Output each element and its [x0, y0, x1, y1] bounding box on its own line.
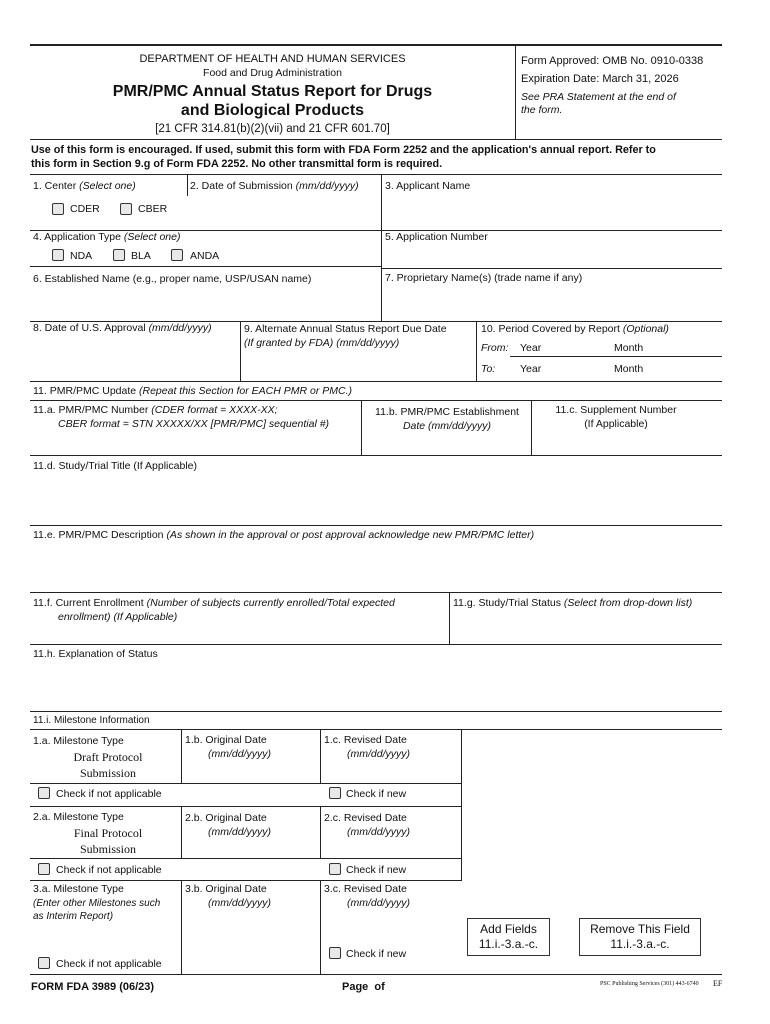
period-from-rule	[510, 356, 722, 357]
milestone1-type-value-line1[interactable]: Draft Protocol	[73, 750, 143, 764]
milestone1-rule	[30, 783, 461, 784]
supplement-number-label: 11.c. Supplement Number	[555, 404, 677, 416]
pmr-description-input[interactable]	[32, 544, 720, 590]
pmr-description-label: 11.e. PMR/PMC Description (As shown in the approval or post approval acknowledge new PMR/PMC letter)	[33, 529, 535, 541]
add-fields-button-line2: 11.i.-3.a.-c.	[478, 937, 539, 951]
nda-checkbox[interactable]	[52, 249, 64, 261]
alternate-due-date-hint: (If granted by FDA) (mm/dd/yyyy)	[244, 337, 400, 349]
milestone1-new-label: Check if new	[346, 788, 407, 800]
milestone3-type-hint-line2: as Interim Report)	[33, 911, 114, 922]
milestone1-revised-date-hint: (mm/dd/yyyy)	[347, 748, 410, 760]
proprietary-name-input[interactable]	[383, 286, 722, 319]
milestone2-new-checkbox[interactable]	[329, 863, 341, 875]
cber-label: CBER	[138, 203, 168, 215]
establishment-date-hint: Date (mm/dd/yyyy)	[402, 420, 492, 432]
milestone-info-label: 11.i. Milestone Information	[33, 715, 150, 726]
alternate-due-date-label: 9. Alternate Annual Status Report Due Date	[244, 323, 447, 335]
instructions-line2: this form in Section 9.g of Form FDA 2252. No other transmittal form is required.	[31, 158, 443, 170]
milestone3-col-divider-a	[181, 880, 182, 974]
milestone1-type-value-line2[interactable]: Submission	[79, 766, 136, 780]
milestone1-bottom-rule	[30, 806, 461, 807]
milestone3-revised-date-hint: (mm/dd/yyyy)	[347, 897, 410, 909]
pra-statement-line2: the form.	[521, 104, 563, 116]
milestone1-not-applicable-label: Check if not applicable	[56, 788, 162, 800]
cder-label: CDER	[70, 203, 100, 215]
instructions-line1: Use of this form is encouraged. If used, submit this form with FDA Form 2252 and the application's annual report. Refer to	[31, 144, 656, 156]
period-to-month-label: Month	[614, 363, 644, 375]
cber-checkbox[interactable]	[120, 203, 132, 215]
milestone1-new-checkbox[interactable]	[329, 787, 341, 799]
pra-statement-line1: See PRA Statement at the end of	[521, 91, 676, 103]
proprietary-name-label: 7. Proprietary Name(s) (trade name if any)	[385, 272, 583, 284]
section11-abc-bottom-rule	[30, 455, 722, 456]
milestone2-original-date-label: 2.b. Original Date	[185, 812, 267, 824]
enrollment-divider	[449, 592, 450, 644]
milestone2-col-divider-b	[320, 806, 321, 858]
submission-date-input[interactable]	[188, 194, 380, 224]
study-status-dropdown[interactable]	[451, 612, 721, 642]
section11-divider-a	[361, 400, 362, 455]
pmr-update-label: 11. PMR/PMC Update (Repeat this Section for EACH PMR or PMC.)	[33, 385, 352, 397]
status-explanation-label: 11.h. Explanation of Status	[33, 648, 158, 660]
application-number-input[interactable]	[383, 245, 722, 267]
remove-field-button[interactable]	[579, 918, 701, 956]
milestone1-original-date-label: 1.b. Original Date	[185, 734, 267, 746]
milestone3-revised-date-label: 3.c. Revised Date	[324, 883, 407, 895]
milestone2-new-label: Check if new	[346, 864, 407, 876]
top-rule	[30, 44, 722, 46]
footer-rule	[30, 974, 722, 975]
description-bottom-rule	[30, 592, 722, 593]
center-label: 1. Center (Select one)	[33, 180, 136, 192]
remove-field-button-line2: 11.i.-3.a.-c.	[610, 937, 670, 951]
form-number: FORM FDA 3989 (06/23)	[31, 981, 155, 993]
form-title-line1: PMR/PMC Annual Status Report for Drugs	[112, 83, 433, 100]
milestone-col-divider-b	[320, 729, 321, 783]
milestone2-not-applicable-label: Check if not applicable	[56, 864, 162, 876]
supplement-number-hint: (If Applicable)	[584, 418, 648, 430]
milestone-col-divider-c	[461, 729, 462, 881]
department-name: DEPARTMENT OF HEALTH AND HUMAN SERVICES	[139, 53, 406, 65]
milestone3-original-date-hint: (mm/dd/yyyy)	[208, 897, 271, 909]
milestone3-type-hint-line1: (Enter other Milestones such	[33, 898, 161, 909]
pmr-number-label: 11.a. PMR/PMC Number (CDER format = XXXX-XX;	[33, 404, 278, 416]
submission-date-label: 2. Date of Submission (mm/dd/yyyy)	[190, 180, 359, 192]
period-from-label: From:	[481, 342, 509, 354]
milestone2-type-value-line1[interactable]: Final Protocol	[73, 826, 143, 840]
milestone3-new-label: Check if new	[346, 948, 407, 960]
anda-checkbox[interactable]	[171, 249, 183, 261]
alternate-due-date-input[interactable]	[242, 352, 474, 378]
explanation-bottom-rule	[30, 711, 722, 712]
milestone3-new-checkbox[interactable]	[329, 947, 341, 959]
remove-field-button-line1: Remove This Field	[590, 922, 690, 936]
form-title-line2: and Biological Products	[180, 102, 365, 119]
nda-label: NDA	[70, 250, 93, 262]
milestone1-revised-date-label: 1.c. Revised Date	[324, 734, 407, 746]
establishment-date-label: 11.b. PMR/PMC Establishment	[375, 406, 519, 418]
pmr-number-hint: CBER format = STN XXXXX/XX [PMR/PMC] sequential #)	[58, 418, 330, 430]
page-counter: Page of	[342, 981, 385, 993]
milestone2-revised-date-hint: (mm/dd/yyyy)	[347, 826, 410, 838]
application-number-label: 5. Application Number	[385, 231, 488, 243]
milestone3-not-applicable-checkbox[interactable]	[38, 957, 50, 969]
milestone2-rule	[30, 858, 461, 859]
row5-right-rule	[381, 268, 722, 269]
bla-checkbox[interactable]	[113, 249, 125, 261]
period-to-year-label: Year	[520, 363, 542, 375]
section11-header-rule	[30, 400, 722, 401]
anda-label: ANDA	[190, 250, 220, 262]
milestone2-bottom-rule	[30, 880, 461, 881]
milestone2-type-label: 2.a. Milestone Type	[33, 811, 124, 823]
row8-divider-b	[476, 321, 477, 381]
period-covered-label: 10. Period Covered by Report (Optional)	[481, 323, 669, 335]
milestone2-revised-date-label: 2.c. Revised Date	[324, 812, 407, 824]
established-name-input[interactable]	[32, 287, 380, 319]
add-fields-button-line1: Add Fields	[480, 922, 537, 936]
enrollment-bottom-rule	[30, 644, 722, 645]
expiration-date: Expiration Date: March 31, 2026	[521, 73, 679, 85]
approval-date-label: 8. Date of U.S. Approval (mm/dd/yyyy)	[33, 322, 212, 334]
study-title-bottom-rule	[30, 525, 722, 526]
established-name-label: 6. Established Name (e.g., proper name, USP/USAN name)	[33, 273, 312, 285]
pmr-number-input[interactable]	[32, 433, 360, 453]
milestone2-type-value-line2[interactable]: Submission	[79, 842, 136, 856]
agency-name: Food and Drug Administration	[203, 67, 342, 79]
period-from-year-label: Year	[520, 342, 542, 354]
row1-divider-a	[187, 175, 188, 196]
status-explanation-input[interactable]	[32, 664, 720, 709]
section11-divider-b	[531, 400, 532, 455]
milestone3-type-input[interactable]	[32, 925, 180, 951]
period-to-label: To:	[481, 363, 496, 375]
period-from-month-label: Month	[614, 342, 644, 354]
applicant-name-label: 3. Applicant Name	[385, 180, 471, 192]
row4-left-rule	[30, 266, 381, 267]
row1-divider-b	[381, 175, 382, 230]
row4-divider	[381, 230, 382, 321]
bla-label: BLA	[131, 250, 151, 262]
omb-number: Form Approved: OMB No. 0910-0338	[521, 55, 704, 67]
study-title-input[interactable]	[32, 475, 720, 523]
milestone1-type-label: 1.a. Milestone Type	[33, 735, 124, 747]
row8-bottom-rule	[30, 381, 722, 382]
study-status-label: 11.g. Study/Trial Status (Select from drop-down list)	[453, 597, 693, 609]
application-type-label: 4. Application Type (Select one)	[33, 231, 181, 243]
milestone2-original-date-hint: (mm/dd/yyyy)	[208, 826, 271, 838]
milestone1-original-date-hint: (mm/dd/yyyy)	[208, 748, 271, 760]
applicant-name-input[interactable]	[383, 194, 722, 228]
milestone3-type-label: 3.a. Milestone Type	[33, 883, 124, 895]
psc-publishing-credit: PSC Publishing Services (301) 443-6740	[600, 981, 699, 987]
instructions-bottom-rule	[30, 174, 722, 175]
cder-checkbox[interactable]	[52, 203, 64, 215]
milestone3-original-date-label: 3.b. Original Date	[185, 883, 267, 895]
current-enrollment-hint: enrollment) (If Applicable)	[58, 611, 178, 623]
milestone1-not-applicable-checkbox[interactable]	[38, 787, 50, 799]
study-title-label: 11.d. Study/Trial Title (If Applicable)	[33, 460, 197, 472]
milestone-header-rule	[30, 729, 722, 730]
add-fields-button[interactable]	[467, 918, 550, 956]
header-divider	[515, 44, 516, 139]
approval-date-input[interactable]	[32, 338, 238, 378]
ef-mark: EF	[713, 979, 723, 988]
milestone2-not-applicable-checkbox[interactable]	[38, 863, 50, 875]
cfr-citation: [21 CFR 314.81(b)(2)(vii) and 21 CFR 601.70]	[155, 123, 390, 135]
row8-divider-a	[240, 321, 241, 381]
header-bottom-rule	[30, 139, 722, 140]
current-enrollment-label: 11.f. Current Enrollment (Number of subjects currently enrolled/Total expected	[33, 597, 395, 609]
milestone3-col-divider-b	[320, 880, 321, 974]
milestone3-not-applicable-label: Check if not applicable	[56, 958, 162, 970]
